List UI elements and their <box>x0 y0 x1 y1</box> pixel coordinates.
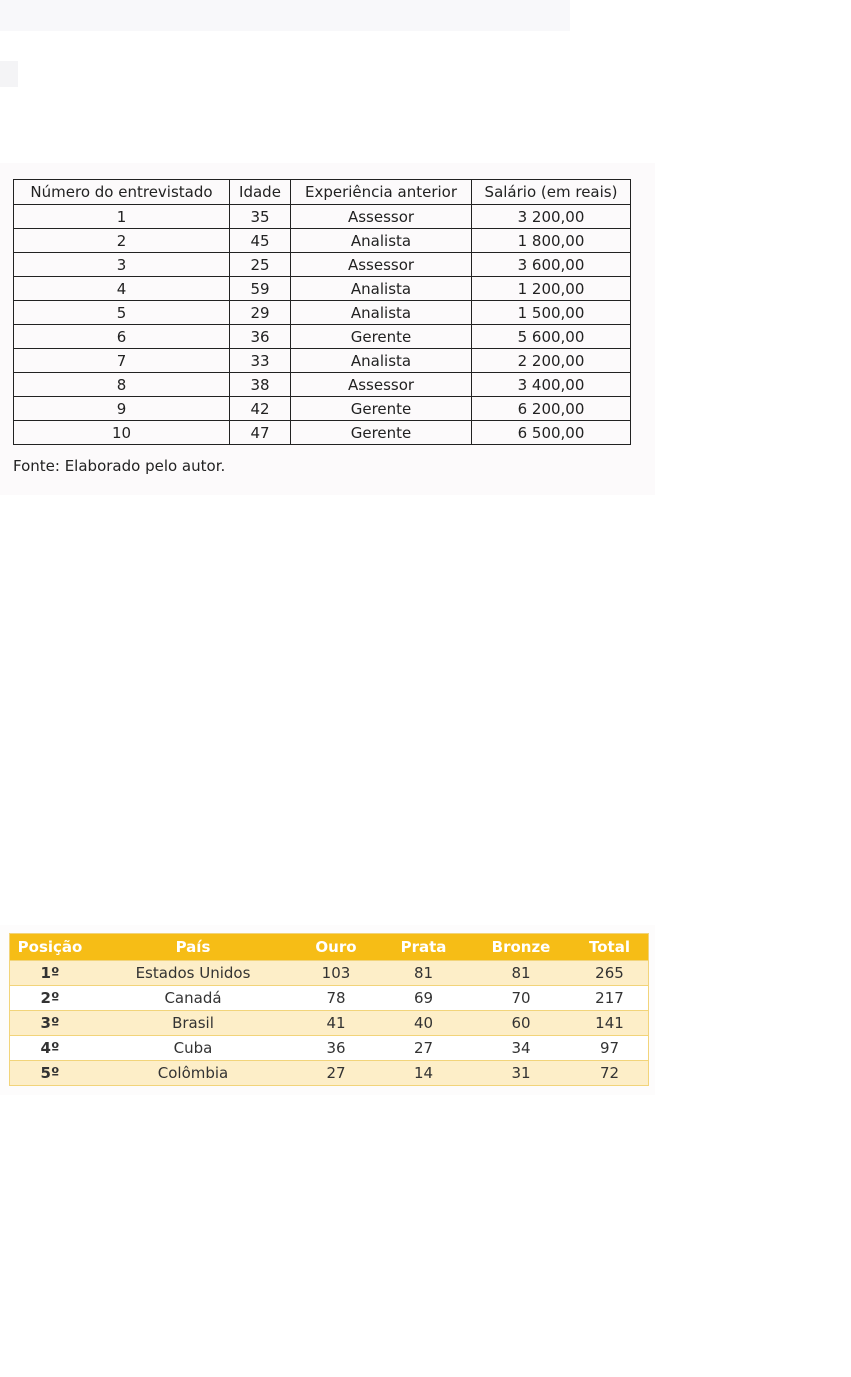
table-row <box>14 349 631 373</box>
table-cell: Gerente <box>291 421 472 445</box>
table-cell: 6 500,00 <box>472 421 631 445</box>
interview-table-figure <box>0 163 655 495</box>
total-cell: 97 <box>571 1036 649 1061</box>
table-row <box>14 301 631 325</box>
header-cell: Salário (em reais) <box>472 180 631 205</box>
table-cell: 4 <box>14 277 230 301</box>
table-cell: Assessor <box>291 205 472 229</box>
table-cell: 33 <box>230 349 291 373</box>
silver-cell: 27 <box>376 1036 471 1061</box>
bronze-cell: 81 <box>471 961 571 986</box>
table-cell: 1 200,00 <box>472 277 631 301</box>
table-row <box>10 1036 649 1061</box>
table-cell: 2 <box>14 229 230 253</box>
table-cell: 47 <box>230 421 291 445</box>
bronze-cell: 31 <box>471 1061 571 1086</box>
position-cell: 5º <box>10 1061 91 1086</box>
total-cell: 141 <box>571 1011 649 1036</box>
table-row <box>10 986 649 1011</box>
gold-cell: 27 <box>296 1061 376 1086</box>
table-row <box>14 205 631 229</box>
table-cell: 35 <box>230 205 291 229</box>
table-header-row <box>14 180 631 205</box>
position-cell: 4º <box>10 1036 91 1061</box>
header-cell: Bronze <box>471 934 571 961</box>
table-cell: 8 <box>14 373 230 397</box>
country-cell: Colômbia <box>90 1061 296 1086</box>
country-cell: Cuba <box>90 1036 296 1061</box>
header-cell: Ouro <box>296 934 376 961</box>
table-cell: Assessor <box>291 253 472 277</box>
table-cell: Analista <box>291 301 472 325</box>
table-cell: Gerente <box>291 325 472 349</box>
table-cell: 6 200,00 <box>472 397 631 421</box>
bronze-cell: 34 <box>471 1036 571 1061</box>
silver-cell: 14 <box>376 1061 471 1086</box>
table-cell: 9 <box>14 397 230 421</box>
table-header-row <box>10 934 649 961</box>
table-row <box>14 421 631 445</box>
table-row <box>14 325 631 349</box>
table-row <box>14 229 631 253</box>
table-row <box>14 397 631 421</box>
header-cell: País <box>90 934 296 961</box>
interview-table <box>13 179 631 445</box>
table-cell: 25 <box>230 253 291 277</box>
table-cell: 42 <box>230 397 291 421</box>
gold-cell: 78 <box>296 986 376 1011</box>
table-row <box>14 277 631 301</box>
table-row <box>14 373 631 397</box>
table-cell: 5 600,00 <box>472 325 631 349</box>
table-cell: 1 800,00 <box>472 229 631 253</box>
total-cell: 217 <box>571 986 649 1011</box>
table-cell: 3 200,00 <box>472 205 631 229</box>
header-cell: Posição <box>10 934 91 961</box>
table-cell: 3 400,00 <box>472 373 631 397</box>
total-cell: 72 <box>571 1061 649 1086</box>
header-cell: Total <box>571 934 649 961</box>
gold-cell: 103 <box>296 961 376 986</box>
country-cell: Estados Unidos <box>90 961 296 986</box>
medal-table-figure <box>0 925 655 1095</box>
table-cell: Analista <box>291 349 472 373</box>
table-row <box>10 1061 649 1086</box>
header-cell: Experiência anterior <box>291 180 472 205</box>
table-cell: 6 <box>14 325 230 349</box>
top-chip <box>0 61 18 87</box>
table-cell: 36 <box>230 325 291 349</box>
position-cell: 3º <box>10 1011 91 1036</box>
country-cell: Brasil <box>90 1011 296 1036</box>
table-cell: 7 <box>14 349 230 373</box>
silver-cell: 40 <box>376 1011 471 1036</box>
table-cell: 5 <box>14 301 230 325</box>
source-note: Fonte: Elaborado pelo autor. <box>13 457 226 475</box>
silver-cell: 69 <box>376 986 471 1011</box>
header-cell: Idade <box>230 180 291 205</box>
table-cell: 3 <box>14 253 230 277</box>
table-cell: Assessor <box>291 373 472 397</box>
top-bar <box>0 0 570 31</box>
table-cell: Gerente <box>291 397 472 421</box>
position-cell: 1º <box>10 961 91 986</box>
table-cell: 10 <box>14 421 230 445</box>
table-cell: Analista <box>291 277 472 301</box>
header-cell: Prata <box>376 934 471 961</box>
medal-table <box>9 933 649 1086</box>
table-cell: 38 <box>230 373 291 397</box>
table-cell: 1 <box>14 205 230 229</box>
table-row <box>10 1011 649 1036</box>
header-cell: Número do entrevistado <box>14 180 230 205</box>
total-cell: 265 <box>571 961 649 986</box>
gold-cell: 36 <box>296 1036 376 1061</box>
silver-cell: 81 <box>376 961 471 986</box>
table-row <box>10 961 649 986</box>
table-cell: 45 <box>230 229 291 253</box>
table-cell: Analista <box>291 229 472 253</box>
table-cell: 2 200,00 <box>472 349 631 373</box>
table-cell: 3 600,00 <box>472 253 631 277</box>
position-cell: 2º <box>10 986 91 1011</box>
gold-cell: 41 <box>296 1011 376 1036</box>
table-cell: 1 500,00 <box>472 301 631 325</box>
table-cell: 59 <box>230 277 291 301</box>
bronze-cell: 70 <box>471 986 571 1011</box>
table-row <box>14 253 631 277</box>
table-cell: 29 <box>230 301 291 325</box>
bronze-cell: 60 <box>471 1011 571 1036</box>
country-cell: Canadá <box>90 986 296 1011</box>
